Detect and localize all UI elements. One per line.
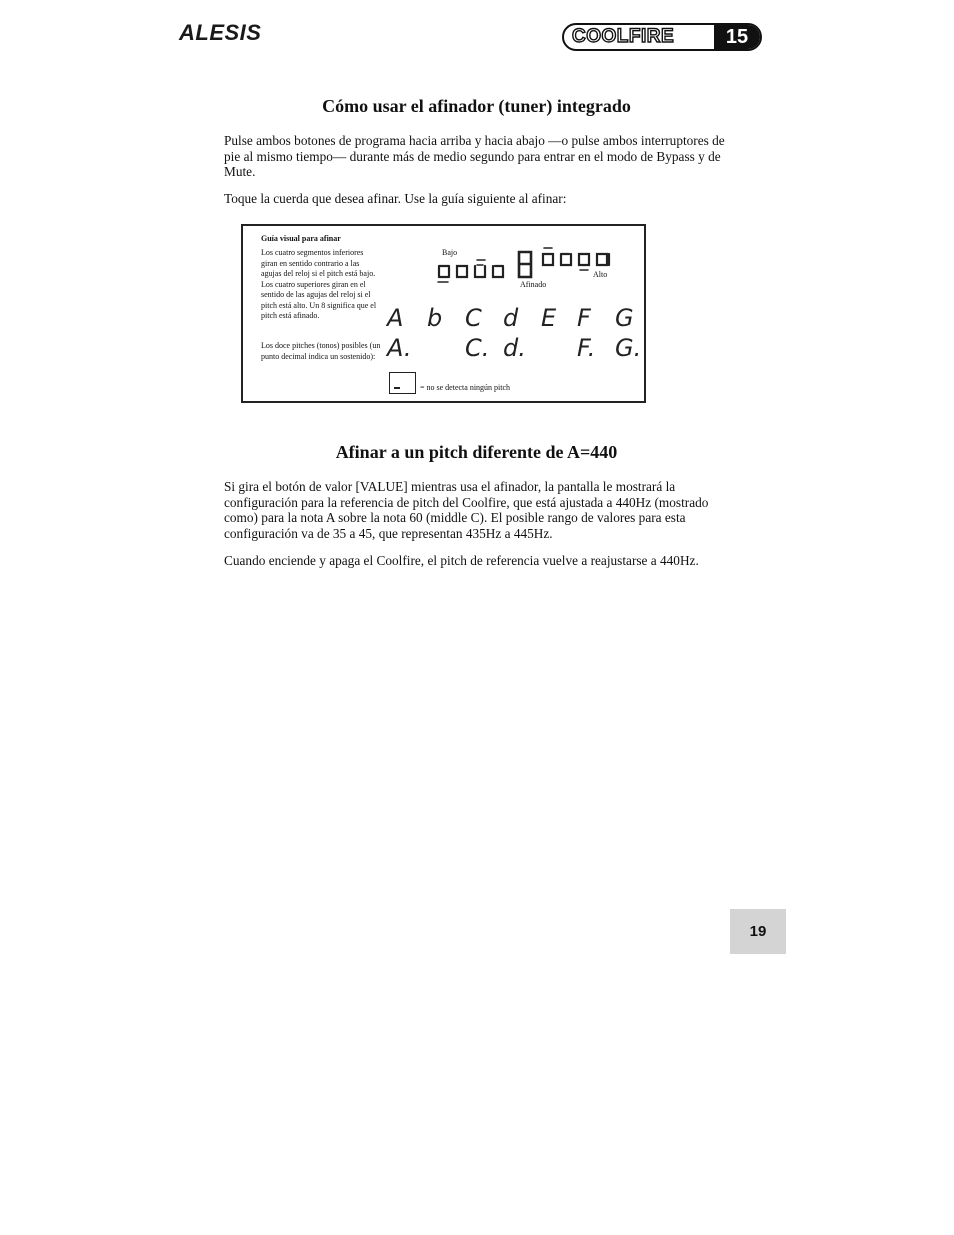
note-display-grid bbox=[383, 304, 642, 364]
note-f: F bbox=[577, 304, 591, 332]
low-segment-4 bbox=[493, 266, 503, 277]
note-f-sharp: F. bbox=[577, 334, 596, 362]
no-pitch-label: = no se detecta ningún pitch bbox=[420, 383, 511, 392]
note-a: A bbox=[387, 304, 404, 332]
label-high: Alto bbox=[593, 270, 608, 279]
low-segment-1 bbox=[438, 266, 449, 282]
high-segment-2 bbox=[561, 254, 571, 265]
tuned-eight-segment bbox=[519, 252, 531, 277]
high-segment-3 bbox=[579, 254, 589, 270]
guide-pitches-note: Los doce pitches (tonos) posibles (un punto decimal indica un sostenido): bbox=[261, 341, 381, 361]
underscore-segment-icon bbox=[390, 373, 414, 392]
alesis-logo: ALESIS bbox=[179, 20, 262, 45]
low-segment-2 bbox=[457, 266, 467, 277]
product-number: 15 bbox=[714, 25, 760, 49]
note-d-sharp: d. bbox=[503, 334, 526, 362]
note-c-sharp: C. bbox=[465, 334, 490, 362]
note-g: G bbox=[615, 304, 634, 332]
section-title-reference-pitch: Afinar a un pitch diferente de A=440 bbox=[335, 442, 618, 462]
low-segment-3 bbox=[475, 260, 485, 277]
guide-description: Los cuatro segmentos inferiores giran en sentido contrario a las agujas del reloj si el pitch está bajo. Los cuatro superiores giran en el sentido de las agujas del reloj si el pitch está alto. Un 8 significa que el pitch está afinado. bbox=[261, 248, 377, 320]
paragraph-enter-tuner: Pulse ambos botones de programa hacia arriba y hacia abajo —o pulse ambos interruptores de pie al mismo tiempo— durante más de medio segundo para entrar en el modo de Bypass y de Mute. bbox=[224, 133, 725, 179]
note-a-sharp: A. bbox=[387, 334, 412, 362]
paragraph-value-knob: Si gira el botón de valor [VALUE] mientras usa el afinador, la pantalla le mostrará la configuración para la referencia de pitch del Coolfire, que está ajustada a 440Hz (mostrado como) para la nota A sobre la nota 60 (middle C). El posible rango de valores para esta configuración va de 35 a 45, que representan 435Hz a 445Hz. bbox=[224, 479, 709, 541]
note-d: d bbox=[503, 304, 519, 332]
coolfire-15-logo bbox=[562, 23, 762, 51]
note-b: b bbox=[427, 304, 443, 332]
label-low: Bajo bbox=[442, 248, 458, 257]
tuning-meter-display bbox=[433, 246, 638, 284]
note-c: C bbox=[465, 304, 482, 332]
tuner-guide-figure bbox=[241, 224, 646, 403]
guide-title: Guía visual para afinar bbox=[261, 234, 341, 243]
section-title-tuner: Cómo usar el afinador (tuner) integrado bbox=[322, 96, 631, 116]
paragraph-pluck-string: Toque la cuerda que desea afinar. Use la guía siguiente al afinar: bbox=[224, 191, 567, 206]
no-pitch-display bbox=[389, 372, 416, 394]
note-e: E bbox=[541, 304, 557, 332]
label-tuned: Afinado bbox=[520, 280, 547, 289]
note-g-sharp: G. bbox=[615, 334, 642, 362]
high-segment-4 bbox=[597, 254, 609, 265]
page-number: 19 bbox=[730, 909, 786, 954]
product-name: COOLFIRE bbox=[572, 26, 675, 47]
paragraph-reset-reference: Cuando enciende y apaga el Coolfire, el pitch de referencia vuelve a reajustarse a 440Hz. bbox=[224, 553, 699, 568]
high-segment-1 bbox=[543, 248, 553, 265]
